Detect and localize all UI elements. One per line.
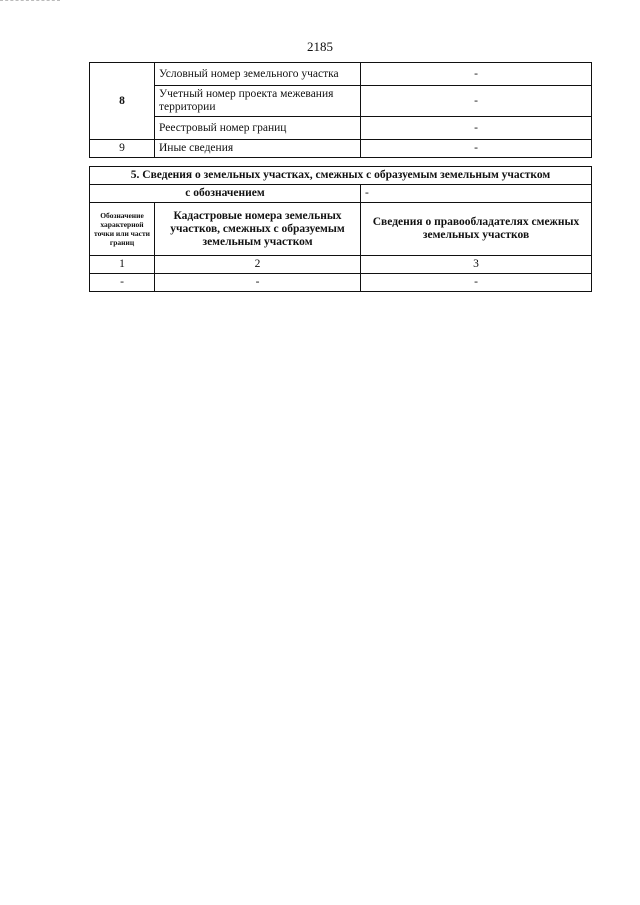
table-row	[90, 140, 592, 158]
row-value: -	[361, 63, 592, 86]
row-number-8: 8	[90, 63, 155, 140]
column-header: Сведения о правообладателях смежных земельных участков	[361, 203, 592, 256]
table-row	[90, 63, 592, 86]
table-row	[90, 86, 592, 117]
adjacent-parcels-table	[89, 166, 592, 292]
designation-value: -	[361, 185, 592, 203]
column-header: Обозначение характерной точки или части границ	[90, 203, 155, 256]
table-row	[90, 274, 592, 292]
row-label: Условный номер земельного участка	[155, 63, 361, 86]
column-header: Кадастровые номера земельных участков, смежных с образуемым земельным участком	[155, 203, 361, 256]
row-number-9: 9	[90, 140, 155, 158]
row-value: -	[361, 117, 592, 140]
row-label: Учетный номер проекта межевания территории	[155, 86, 361, 117]
cell: -	[90, 274, 155, 292]
row-value: -	[361, 140, 592, 158]
designation-row	[90, 185, 592, 203]
column-number: 3	[361, 256, 592, 274]
cell: -	[361, 274, 592, 292]
column-number-row	[90, 256, 592, 274]
section-title: 5. Сведения о земельных участках, смежных с образуемым земельным участком	[90, 167, 592, 185]
row-value: -	[361, 86, 592, 117]
column-number: 2	[155, 256, 361, 274]
cell: -	[155, 274, 361, 292]
designation-label: с обозначением	[90, 185, 361, 203]
scan-artifact	[0, 0, 60, 4]
section-title-row	[90, 167, 592, 185]
row-label: Реестровый номер границ	[155, 117, 361, 140]
table-row	[90, 117, 592, 140]
row-label: Иные сведения	[155, 140, 361, 158]
page-number: 2185	[307, 39, 333, 54]
header-row	[90, 203, 592, 256]
column-number: 1	[90, 256, 155, 274]
info-table	[89, 62, 592, 158]
